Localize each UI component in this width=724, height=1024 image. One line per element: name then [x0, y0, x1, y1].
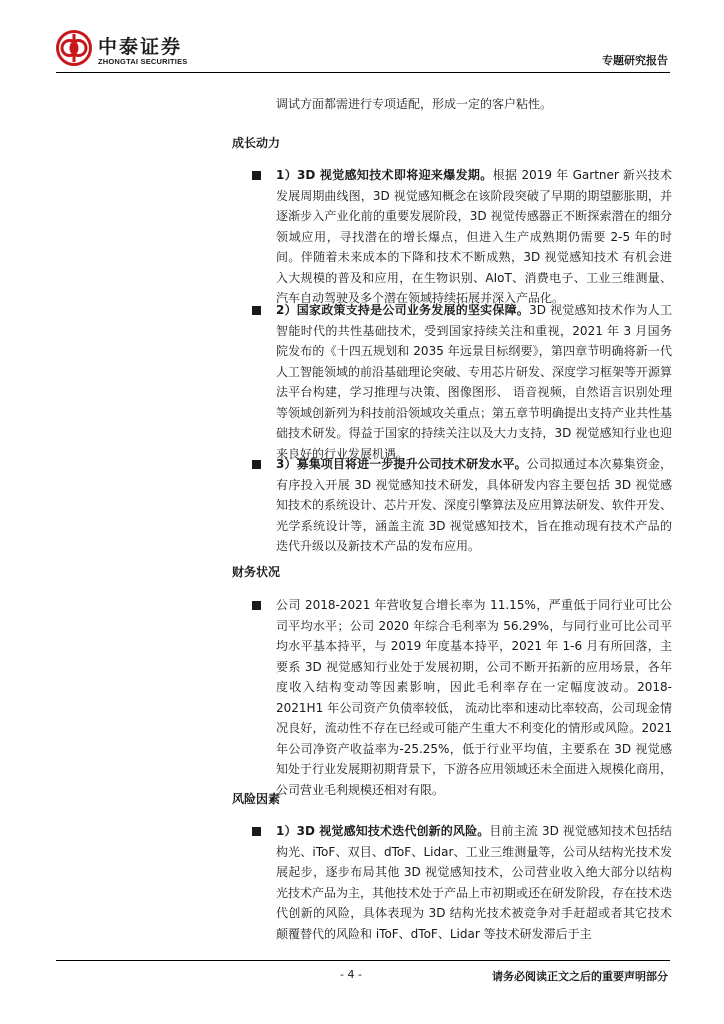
item-lead: 1）3D 视觉感知技术迭代创新的风险。 [276, 824, 490, 838]
brand-name-en: ZHONGTAI SECURITIES [98, 57, 188, 66]
footer-disclaimer: 请务必阅读正文之后的重要声明部分 [492, 970, 668, 983]
item-lead: 3）募集项目将进一步提升公司技术研发水平。 [276, 457, 527, 471]
list-item-finance-1 [276, 595, 672, 800]
continuation-paragraph: 调试方面都需进行专项适配，形成一定的客户粘性。 [276, 97, 553, 111]
brand-name-cn: 中泰证券 [98, 36, 183, 58]
bullet-icon [252, 171, 261, 180]
section-heading-finance: 财务状况 [232, 565, 281, 579]
item-text: 目前主流 3D 视觉感知技术包括结构光、iToF、双目、dToF、Lidar、工业三维测量等，公司从结构光技术发展起步，逐步布局其他 3D 视觉感知技术，公司营业收入绝大部分以结构光技术产品为主，其他技术处于产品上市初期或还在研发阶段，存在技术迭代创新的风险，具体表现为 3D 结构光技术被竞争对手赶超或者其它技术颠覆替代的风险和 iToF、dToF、Lidar 等技术研发滞后于主 [276, 824, 673, 941]
item-text: 根据 2019 年 Gartner 新兴技术发展周期曲线图，3D 视觉感知概念在该阶段突破了早期的期望膨胀期，并逐渐步入产业化前的重要发展阶段，3D 视觉传感器正不断探索潜在的细分领域应用，寻找潜在的增长爆点，但进入生产成熟期仍需要 2-5 年的时间。伴随着未来成本的下降和技术不断成熟，3D 视觉感知技术 有机会进入大规模的普及和应用，在生物识别、AIoT、消费电子、工业三维测量、汽车自动驾驶及多个潜在领域持续拓展并深入产品化。 [276, 168, 673, 305]
footer-divider [56, 960, 670, 961]
bullet-icon [252, 601, 261, 610]
list-item-growth-2 [276, 300, 672, 464]
item-text: 公司拟通过本次募集资金，有序投入开展 3D 视觉感知技术研发，具体研发内容主要包括 3D 视觉感知技术的系统设计、芯片开发、深度引擎算法及应用算法研发、软件开发、光学系统设计等，涵盖主流 3D 视觉感知技术，旨在推动现有技术产品的迭代升级以及新技术产品的发布应用。 [276, 457, 673, 553]
page-number: - 4 - [340, 968, 362, 981]
list-item-growth-1 [276, 165, 672, 309]
section-heading-growth: 成长动力 [232, 136, 281, 150]
header-divider [56, 72, 670, 73]
item-text: 3D 视觉感知技术作为人工智能时代的共性基础技术，受到国家持续关注和重视，2021 年 3 月国务院发布的《十四五规划和 2035 年远景目标纲要》，第四章节明确将新一代人工智能领域的前沿基础理论突破、专用芯片研发、深度学习框架等开源算法平台构建，学习推理与决策、图像图形、 语音视频，自然语言识别处理等领域创新列为科技前沿领域攻关重点；第五章节明确提出支持产业共性基础技术研发。得益于国家的持续关注以及大力支持，3D 视觉感知行业也迎来良好的行业发展机遇。 [276, 303, 673, 461]
item-text: 公司 2018-2021 年营收复合增长率为 11.15%，严重低于同行业可比公司平均水平；公司 2020 年综合毛利率为 56.29%，与同行业可比公司平均水平基本持平，与 2019 年度基本持平，2021 年 1-6 月有所回落，主要系 3D 视觉感知行业处于发展初期，公司不断开拓新的应用场景，各年度收入结构变动等因素影响，因此毛利率存在一定幅度波动。2018-2021H1 年公司资产负债率较低， 流动比率和速动比率较高，公司现金情况良好，流动性不存在已经或可能产生重大不利变化的情形或风险。2021 年公司净资产收益率为-25.25%，低于行业平均值，主要系在 3D 视觉感知处于行业发展期初期背景下，下游各应用领域还未全面进入规模化商用，公司营业毛利规模还相对有限。 [276, 598, 673, 797]
bullet-icon [252, 460, 261, 469]
list-item-risk-1 [276, 821, 672, 944]
bullet-icon [252, 827, 261, 836]
bullet-icon [252, 306, 261, 315]
item-lead: 1）3D 视觉感知技术即将迎来爆发期。 [276, 168, 493, 182]
zhongtai-logo-icon [56, 30, 92, 66]
list-item-growth-3 [276, 454, 672, 557]
page-header [0, 0, 724, 80]
item-lead: 2）国家政策支持是公司业务发展的坚实保障。 [276, 303, 530, 317]
report-type-label: 专题研究报告 [602, 54, 668, 67]
section-heading-risk: 风险因素 [232, 792, 281, 806]
